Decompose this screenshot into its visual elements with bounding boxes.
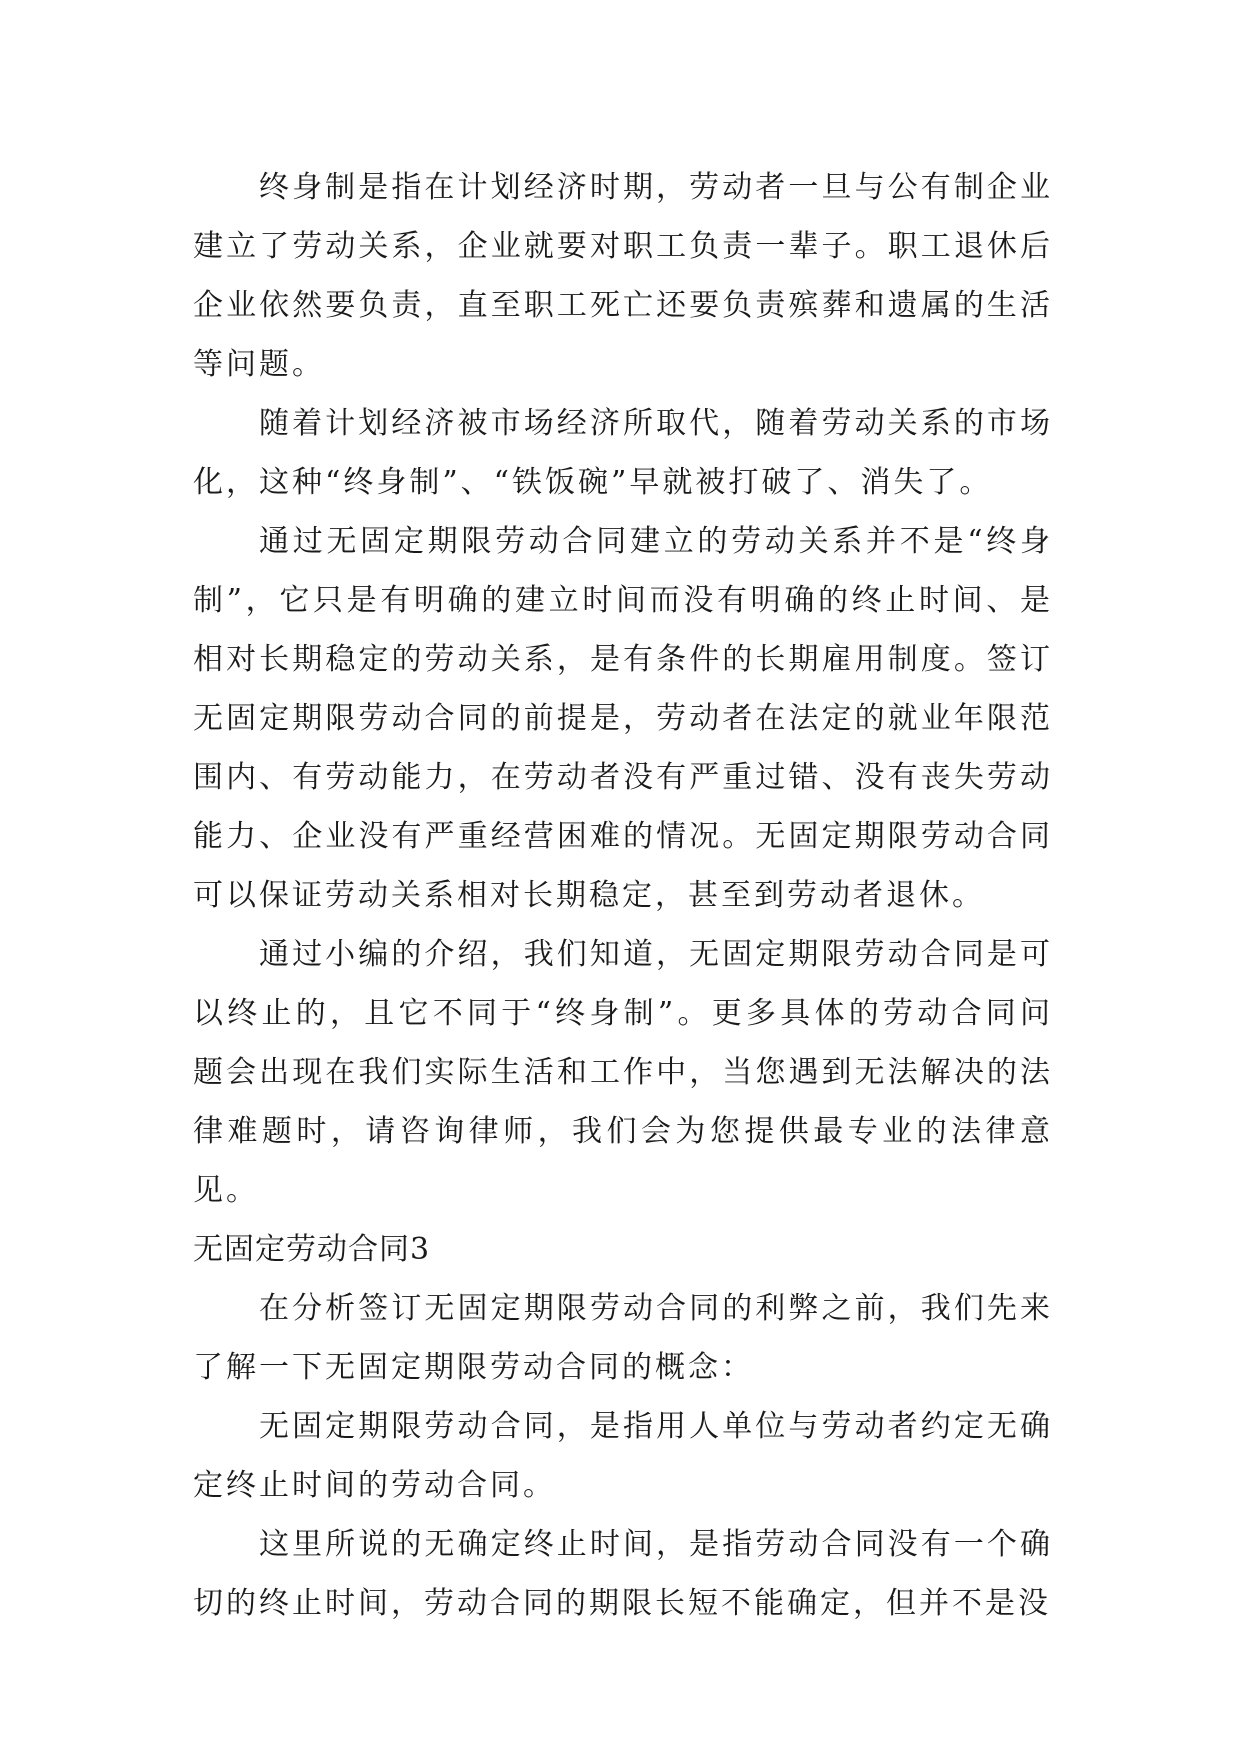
document-body bbox=[193, 158, 1053, 1633]
section-heading: 无固定劳动合同3 bbox=[193, 1232, 431, 1267]
paragraph-market-economy: 随着计划经济被市场经济所取代，随着劳动关系的市场化，这种“终身制”、“铁饭碗”早就被打破了、消失了。 bbox=[193, 406, 1053, 500]
paragraph-no-end-date: 这里所说的无确定终止时间，是指劳动合同没有一个确切的终止时间，劳动合同的期限长短不能确定，但并不是没 bbox=[193, 1527, 1053, 1621]
paragraph-editor-summary: 通过小编的介绍，我们知道，无固定期限劳动合同是可以终止的，且它不同于“终身制”。更多具体的劳动合同问题会出现在我们实际生活和工作中，当您遇到无法解决的法律难题时，请咨询律师，我们会为您提供最专业的法律意见。 bbox=[193, 937, 1053, 1208]
paragraph-definition: 无固定期限劳动合同，是指用人单位与劳动者约定无确定终止时间的劳动合同。 bbox=[193, 1409, 1053, 1503]
paragraph-open-ended-contract: 通过无固定期限劳动合同建立的劳动关系并不是“终身制”，它只是有明确的建立时间而没有明确的终止时间、是相对长期稳定的劳动关系，是有条件的长期雇用制度。签订无固定期限劳动合同的前提是，劳动者在法定的就业年限范围内、有劳动能力，在劳动者没有严重过错、没有丧失劳动能力、企业没有严重经营困难的情况。无固定期限劳动合同可以保证劳动关系相对长期稳定，甚至到劳动者退休。 bbox=[193, 524, 1053, 913]
paragraph-pros-cons-intro: 在分析签订无固定期限劳动合同的利弊之前，我们先来了解一下无固定期限劳动合同的概念： bbox=[193, 1291, 1053, 1385]
paragraph-lifetime-system: 终身制是指在计划经济时期，劳动者一旦与公有制企业建立了劳动关系，企业就要对职工负责一辈子。职工退休后企业依然要负责，直至职工死亡还要负责殡葬和遗属的生活等问题。 bbox=[193, 170, 1053, 382]
